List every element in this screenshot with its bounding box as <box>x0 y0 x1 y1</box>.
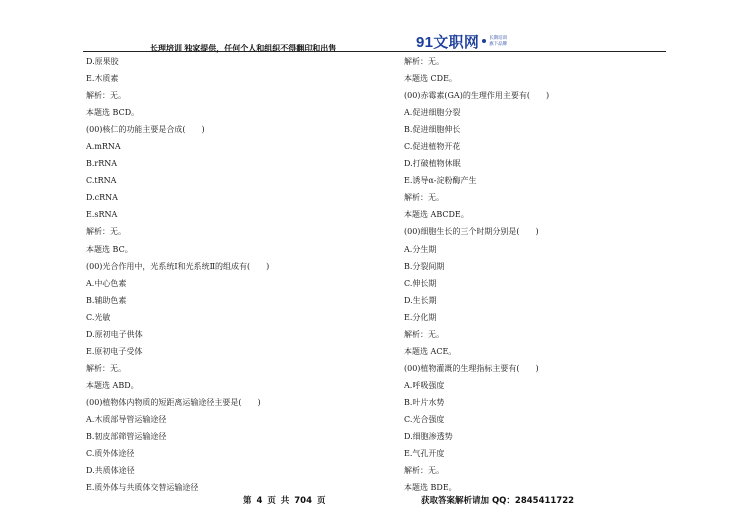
text-line: C.伸长期 <box>404 278 437 288</box>
text-line: 解析：无。 <box>86 91 126 101</box>
text-line: B.辅助色素 <box>86 295 127 305</box>
text-line: 本题选 ACE。 <box>404 346 457 356</box>
text-line: A.促进细胞分裂 <box>404 108 461 118</box>
header-notice: 长理培训 独家提供，任何个人和组织不得翻印和出售 <box>150 44 337 53</box>
text-line: 解析：无。 <box>404 193 444 203</box>
text-line: 本题选 BDE。 <box>404 483 457 493</box>
text-line: (00)细胞生长的三个时期分别是( ) <box>404 227 539 237</box>
text-line: C.光合强度 <box>404 414 445 424</box>
text-line: D.生长期 <box>404 295 437 305</box>
logo-text: 91文职网 <box>416 33 480 51</box>
logo-tagline-line-2: 旗下品牌 <box>489 41 508 46</box>
text-line: 解析：无。 <box>404 466 444 476</box>
text-line: C.促进植物开花 <box>404 142 461 152</box>
text-line: D.共质体途径 <box>86 466 135 476</box>
header-divider <box>83 51 666 52</box>
text-line: C.光敏 <box>86 312 111 322</box>
text-line: (00)光合作用中，光系统Ⅰ和光系统Ⅱ的组成有( ) <box>86 261 270 271</box>
text-line: D.原初电子供体 <box>86 329 143 339</box>
text-line: 本题选 ABCDE。 <box>404 210 469 220</box>
text-line: 解析：无。 <box>86 363 126 373</box>
text-line: A.分生期 <box>404 244 437 254</box>
text-line: E.气孔开度 <box>404 449 445 459</box>
logo-tagline <box>489 35 507 47</box>
text-line: B.rRNA <box>86 159 118 169</box>
logo-tagline-line-1: 长期培训 <box>489 35 508 40</box>
right-column <box>404 53 659 496</box>
text-line: 解析：无。 <box>86 227 126 237</box>
text-line: E.sRNA <box>86 210 118 220</box>
text-line: C.tRNA <box>86 176 117 186</box>
text-line: (00)植物灌溉的生理指标主要有( ) <box>404 363 539 373</box>
text-line: 本题选 CDE。 <box>404 74 457 84</box>
text-line: A.木质部导管运输途径 <box>86 414 167 424</box>
text-line: E.木质素 <box>86 74 119 84</box>
text-line: A.呼吸强度 <box>404 380 445 390</box>
text-line: (00)核仁的功能主要是合成( ) <box>86 125 205 135</box>
text-line: 本题选 ABD。 <box>86 380 139 390</box>
text-line: D.打破植物休眠 <box>404 159 461 169</box>
text-line: A.中心色素 <box>86 278 127 288</box>
text-line: A.mRNA <box>86 142 121 152</box>
text-line: D.细胞渗透势 <box>404 432 453 442</box>
text-line: B.叶片水势 <box>404 397 445 407</box>
text-line: 本题选 BC。 <box>86 244 133 254</box>
text-line: E.诱导α-淀粉酶产生 <box>404 176 477 186</box>
left-column <box>86 53 341 496</box>
text-line: E.原初电子受体 <box>86 346 143 356</box>
text-line: B.韧皮部筛管运输途径 <box>86 432 167 442</box>
text-line: E.质外体与共质体交替运输途径 <box>86 483 199 493</box>
text-line: B.促进细胞伸长 <box>404 125 461 135</box>
page-number: 第 4 页 共 704 页 <box>243 496 326 506</box>
logo-dot-icon <box>482 39 486 43</box>
text-line: 解析：无。 <box>404 329 444 339</box>
text-line: 本题选 BCD。 <box>86 108 140 118</box>
text-line: E.分化期 <box>404 312 437 322</box>
site-logo <box>416 31 507 51</box>
text-line: B.分裂间期 <box>404 261 445 271</box>
text-line: (00)赤霉素(GA)的生理作用主要有( ) <box>404 91 550 101</box>
text-line: (00)植物体内物质的短距离运输途径主要是( ) <box>86 397 261 407</box>
text-line: D.原果胶 <box>86 57 119 66</box>
text-line: 解析：无。 <box>404 57 444 66</box>
text-line: D.cRNA <box>86 193 118 203</box>
text-line: C.质外体途径 <box>86 449 135 459</box>
contact-info: 获取答案解析请加 QQ：2845411722 <box>421 496 575 506</box>
